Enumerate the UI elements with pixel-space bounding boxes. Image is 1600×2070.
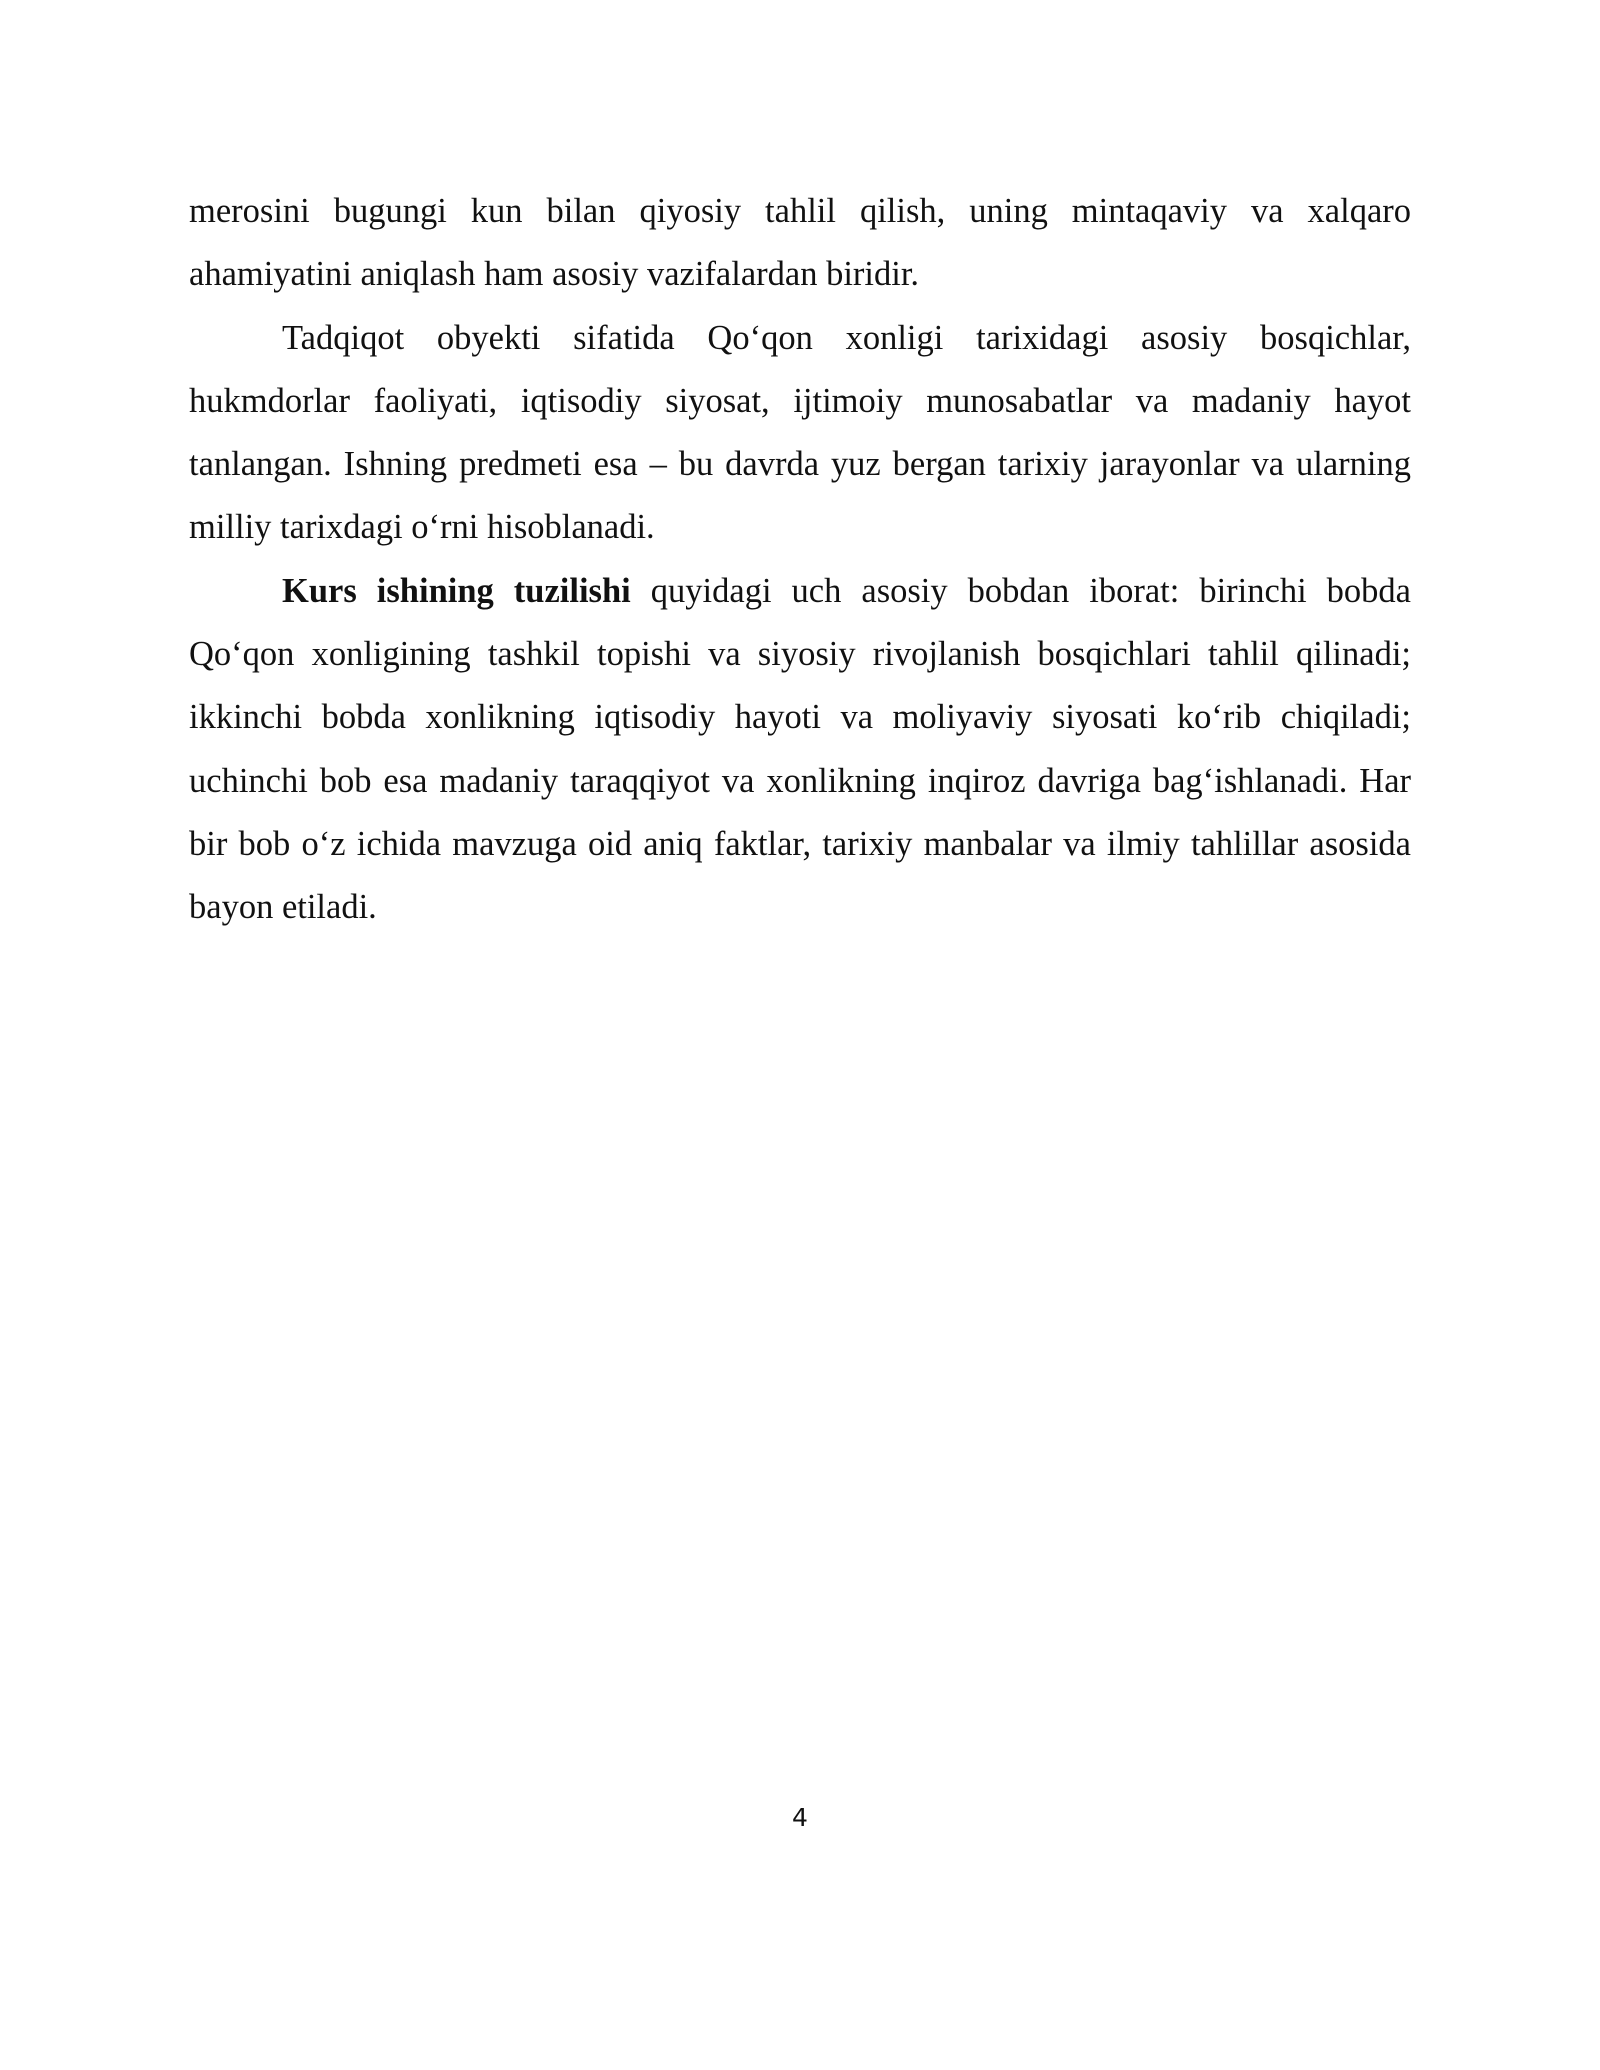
paragraph-course-structure bbox=[189, 560, 1411, 940]
paragraph-text: quyidagi uch asosiy bobdan iborat: birinchi bobda Qo‘qon xonligining tashkil topishi va siyosiy rivojlanish bosqichlari tahlil qilinadi; ikkinchi bobda xonlikning iqtisodiy hayoti va moliyaviy siyosati ko‘rib chiqiladi; uchinchi bob esa madaniy taraqqiyot va xonlikning inqiroz davriga bag‘ishlanadi. Har bir bob o‘z ichida mavzuga oid aniq faktlar, tarixiy manbalar va ilmiy tahlillar asosida bayon etiladi. bbox=[189, 571, 1411, 927]
paragraph-text: Tadqiqot obyekti sifatida Qo‘qon xonligi tarixidagi asosiy bosqichlar, hukmdorlar faoliyati, iqtisodiy siyosat, ijtimoiy munosabatlar va madaniy hayot tanlangan. Ishning predmeti esa – bu davrda yuz bergan tarixiy jarayonlar va ularning milliy tarixdagi o‘rni hisoblanadi. bbox=[189, 318, 1411, 547]
body-text bbox=[189, 180, 1411, 940]
paragraph-research-object bbox=[189, 307, 1411, 560]
paragraph-continuation bbox=[189, 180, 1411, 307]
paragraph-text: merosini bugungi kun bilan qiyosiy tahlil qilish, uning mintaqaviy va xalqaro ahamiyatini aniqlash ham asosiy vazifalardan biridir. bbox=[189, 192, 1411, 294]
paragraph-bold-lead: Kurs ishining tuzilishi bbox=[282, 571, 631, 610]
page-number: 4 bbox=[792, 1803, 808, 1832]
